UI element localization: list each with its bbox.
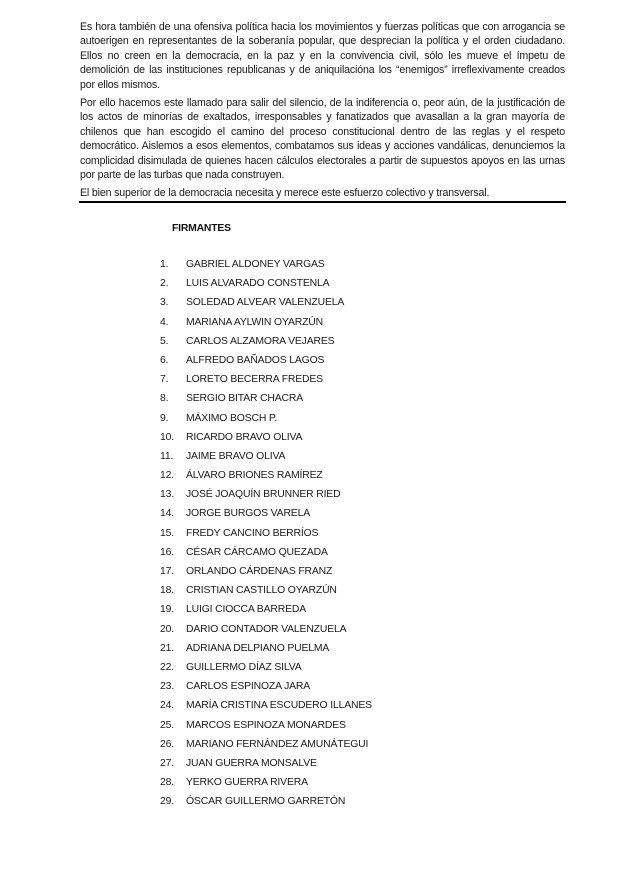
signer-name: JOSÉ JOAQUÍN BRUNNER RIED — [186, 489, 341, 501]
signer-item — [160, 583, 372, 602]
signer-item — [160, 391, 372, 410]
signer-number: 19. — [160, 604, 174, 616]
signer-name: ÓSCAR GUILLERMO GARRETÓN — [186, 796, 346, 808]
signer-name: JUAN GUERRA MONSALVE — [186, 757, 317, 769]
signer-name: RICARDO BRAVO OLIVA — [186, 431, 303, 443]
signer-number: 11. — [160, 450, 174, 462]
signer-name: DARIO CONTADOR VALENZUELA — [186, 623, 347, 635]
signer-name: CRISTIAN CASTILLO OYARZÚN — [186, 585, 337, 597]
signer-name: CÉSAR CÁRCAMO QUEZADA — [186, 546, 328, 558]
signer-name: LUIGI CIOCCA BARREDA — [186, 604, 306, 616]
signer-name: MARCOS ESPINOZA MONARDES — [186, 719, 346, 731]
signer-item — [160, 526, 372, 545]
signer-name: ADRIANA DELPIANO PUELMA — [186, 642, 330, 654]
signer-name: SERGIO BITAR CHACRA — [186, 393, 304, 405]
signer-name: YERKO GUERRA RIVERA — [186, 777, 308, 789]
signer-item — [160, 679, 372, 698]
signer-item — [160, 257, 372, 276]
signer-number: 18. — [160, 585, 174, 597]
signer-name: GABRIEL ALDONEY VARGAS — [186, 259, 325, 270]
signer-item — [160, 430, 372, 449]
signer-item — [160, 737, 372, 756]
signer-number: 3. — [160, 297, 169, 309]
signer-number: 10. — [160, 431, 174, 443]
signer-number: 12. — [160, 470, 174, 482]
signer-item — [160, 794, 372, 813]
signer-name: MÁXIMO BOSCH P. — [186, 412, 278, 424]
signer-item — [160, 372, 372, 391]
signer-item — [160, 315, 372, 334]
signer-name: FREDY CANCINO BERRÍOS — [186, 527, 319, 539]
signer-number: 26. — [160, 738, 174, 750]
signer-name: CARLOS ESPINOZA JARA — [186, 681, 311, 693]
paragraph: Es hora también de una ofensiva política hacia los movimientos y fuerzas políticas que con arrogancia se autoerigen en representantes de la soberanía popular, que desprecian la política y el orden ciudadano. Ellos no creen en la democracia, en la paz y en la convivencia civil, sólo les mueve el ímpetu de demolición de las instituciones republicanas y de aniquilacióna los “enemigos” irreflexivamente creados por ellos mismos. — [80, 21, 565, 91]
signer-item — [160, 564, 372, 583]
signer-name: CARLOS ALZAMORA VEJARES — [186, 335, 335, 347]
signer-item — [160, 276, 372, 295]
signer-item — [160, 602, 372, 621]
signer-item — [160, 468, 372, 487]
signer-number: 13. — [160, 489, 174, 501]
signer-number: 17. — [160, 566, 174, 577]
signer-name: LORETO BECERRA FREDES — [186, 374, 323, 386]
body-text — [80, 20, 565, 205]
signer-name: ALFREDO BAÑADOS LAGOS — [186, 354, 325, 366]
signer-number: 7. — [160, 374, 169, 386]
signer-name: LUIS ALVARADO CONSTENLA — [186, 278, 330, 290]
signer-name: JORGE BURGOS VARELA — [186, 508, 310, 520]
signer-item — [160, 334, 372, 353]
signer-number: 24. — [160, 700, 174, 712]
signer-name: MARIANA AYLWIN OYARZÚN — [186, 316, 323, 328]
signer-number: 16. — [160, 546, 174, 558]
signer-number: 1. — [160, 259, 169, 270]
signer-item — [160, 756, 372, 775]
signer-number: 15. — [160, 527, 174, 539]
signer-item — [160, 698, 372, 717]
signer-number: 5. — [160, 335, 169, 347]
signer-item — [160, 449, 372, 468]
horizontal-rule — [79, 201, 566, 203]
signer-item — [160, 487, 372, 506]
paragraph: Por ello hacemos este llamado para salir del silencio, de la indiferencia o, peor aún, de la justificación de los actos de minorías de exaltados, irresponsables y fanatizados que avasallan a la gran mayoría de chilenos que han escogido el camino del proceso constitucional dentro de las reglas y el respeto democrático. Aislemos a esos elementos, combatamos sus ideas y acciones vandálicas, denunciemos la complicidad disimulada de quienes hacen cálculos electorales a partir de supuestos apoyos en las urnas por parte de las turbas que nada construyen. — [80, 97, 565, 182]
signer-number: 14. — [160, 508, 174, 520]
signer-name: ÁLVARO BRIONES RAMÍREZ — [186, 470, 323, 482]
signer-number: 20. — [160, 623, 174, 635]
signer-number: 9. — [160, 412, 169, 424]
signer-name: MARIANO FERNÁNDEZ AMUNÁTEGUI — [186, 738, 369, 750]
signers-list — [160, 257, 372, 813]
signer-item — [160, 775, 372, 794]
signer-name: MARÍA CRISTINA ESCUDERO ILLANES — [186, 700, 372, 712]
signer-name: GUILLERMO DÍAZ SILVA — [186, 661, 302, 673]
signer-number: 6. — [160, 354, 169, 366]
signer-number: 8. — [160, 393, 169, 405]
signer-item — [160, 718, 372, 737]
signer-item — [160, 660, 372, 679]
signer-item — [160, 295, 372, 314]
signer-item — [160, 506, 372, 525]
signer-number: 21. — [160, 642, 174, 654]
signer-item — [160, 411, 372, 430]
signer-number: 22. — [160, 661, 174, 673]
signer-number: 2. — [160, 278, 169, 290]
signer-name: SOLEDAD ALVEAR VALENZUELA — [186, 297, 345, 309]
signer-item — [160, 545, 372, 564]
signer-number: 28. — [160, 777, 174, 789]
signer-number: 27. — [160, 757, 174, 769]
signer-name: ORLANDO CÁRDENAS FRANZ — [186, 566, 333, 577]
signer-number: 25. — [160, 719, 174, 731]
signer-item — [160, 353, 372, 372]
signer-number: 29. — [160, 796, 174, 808]
signer-number: 4. — [160, 316, 169, 328]
signer-item — [160, 622, 372, 641]
paragraph: El bien superior de la democracia necesita y merece este esfuerzo colectivo y transversal. — [80, 187, 490, 200]
signer-number: 23. — [160, 681, 174, 693]
signers-heading: FIRMANTES — [172, 223, 231, 234]
signer-item — [160, 641, 372, 660]
signer-name: JAIME BRAVO OLIVA — [186, 450, 286, 462]
